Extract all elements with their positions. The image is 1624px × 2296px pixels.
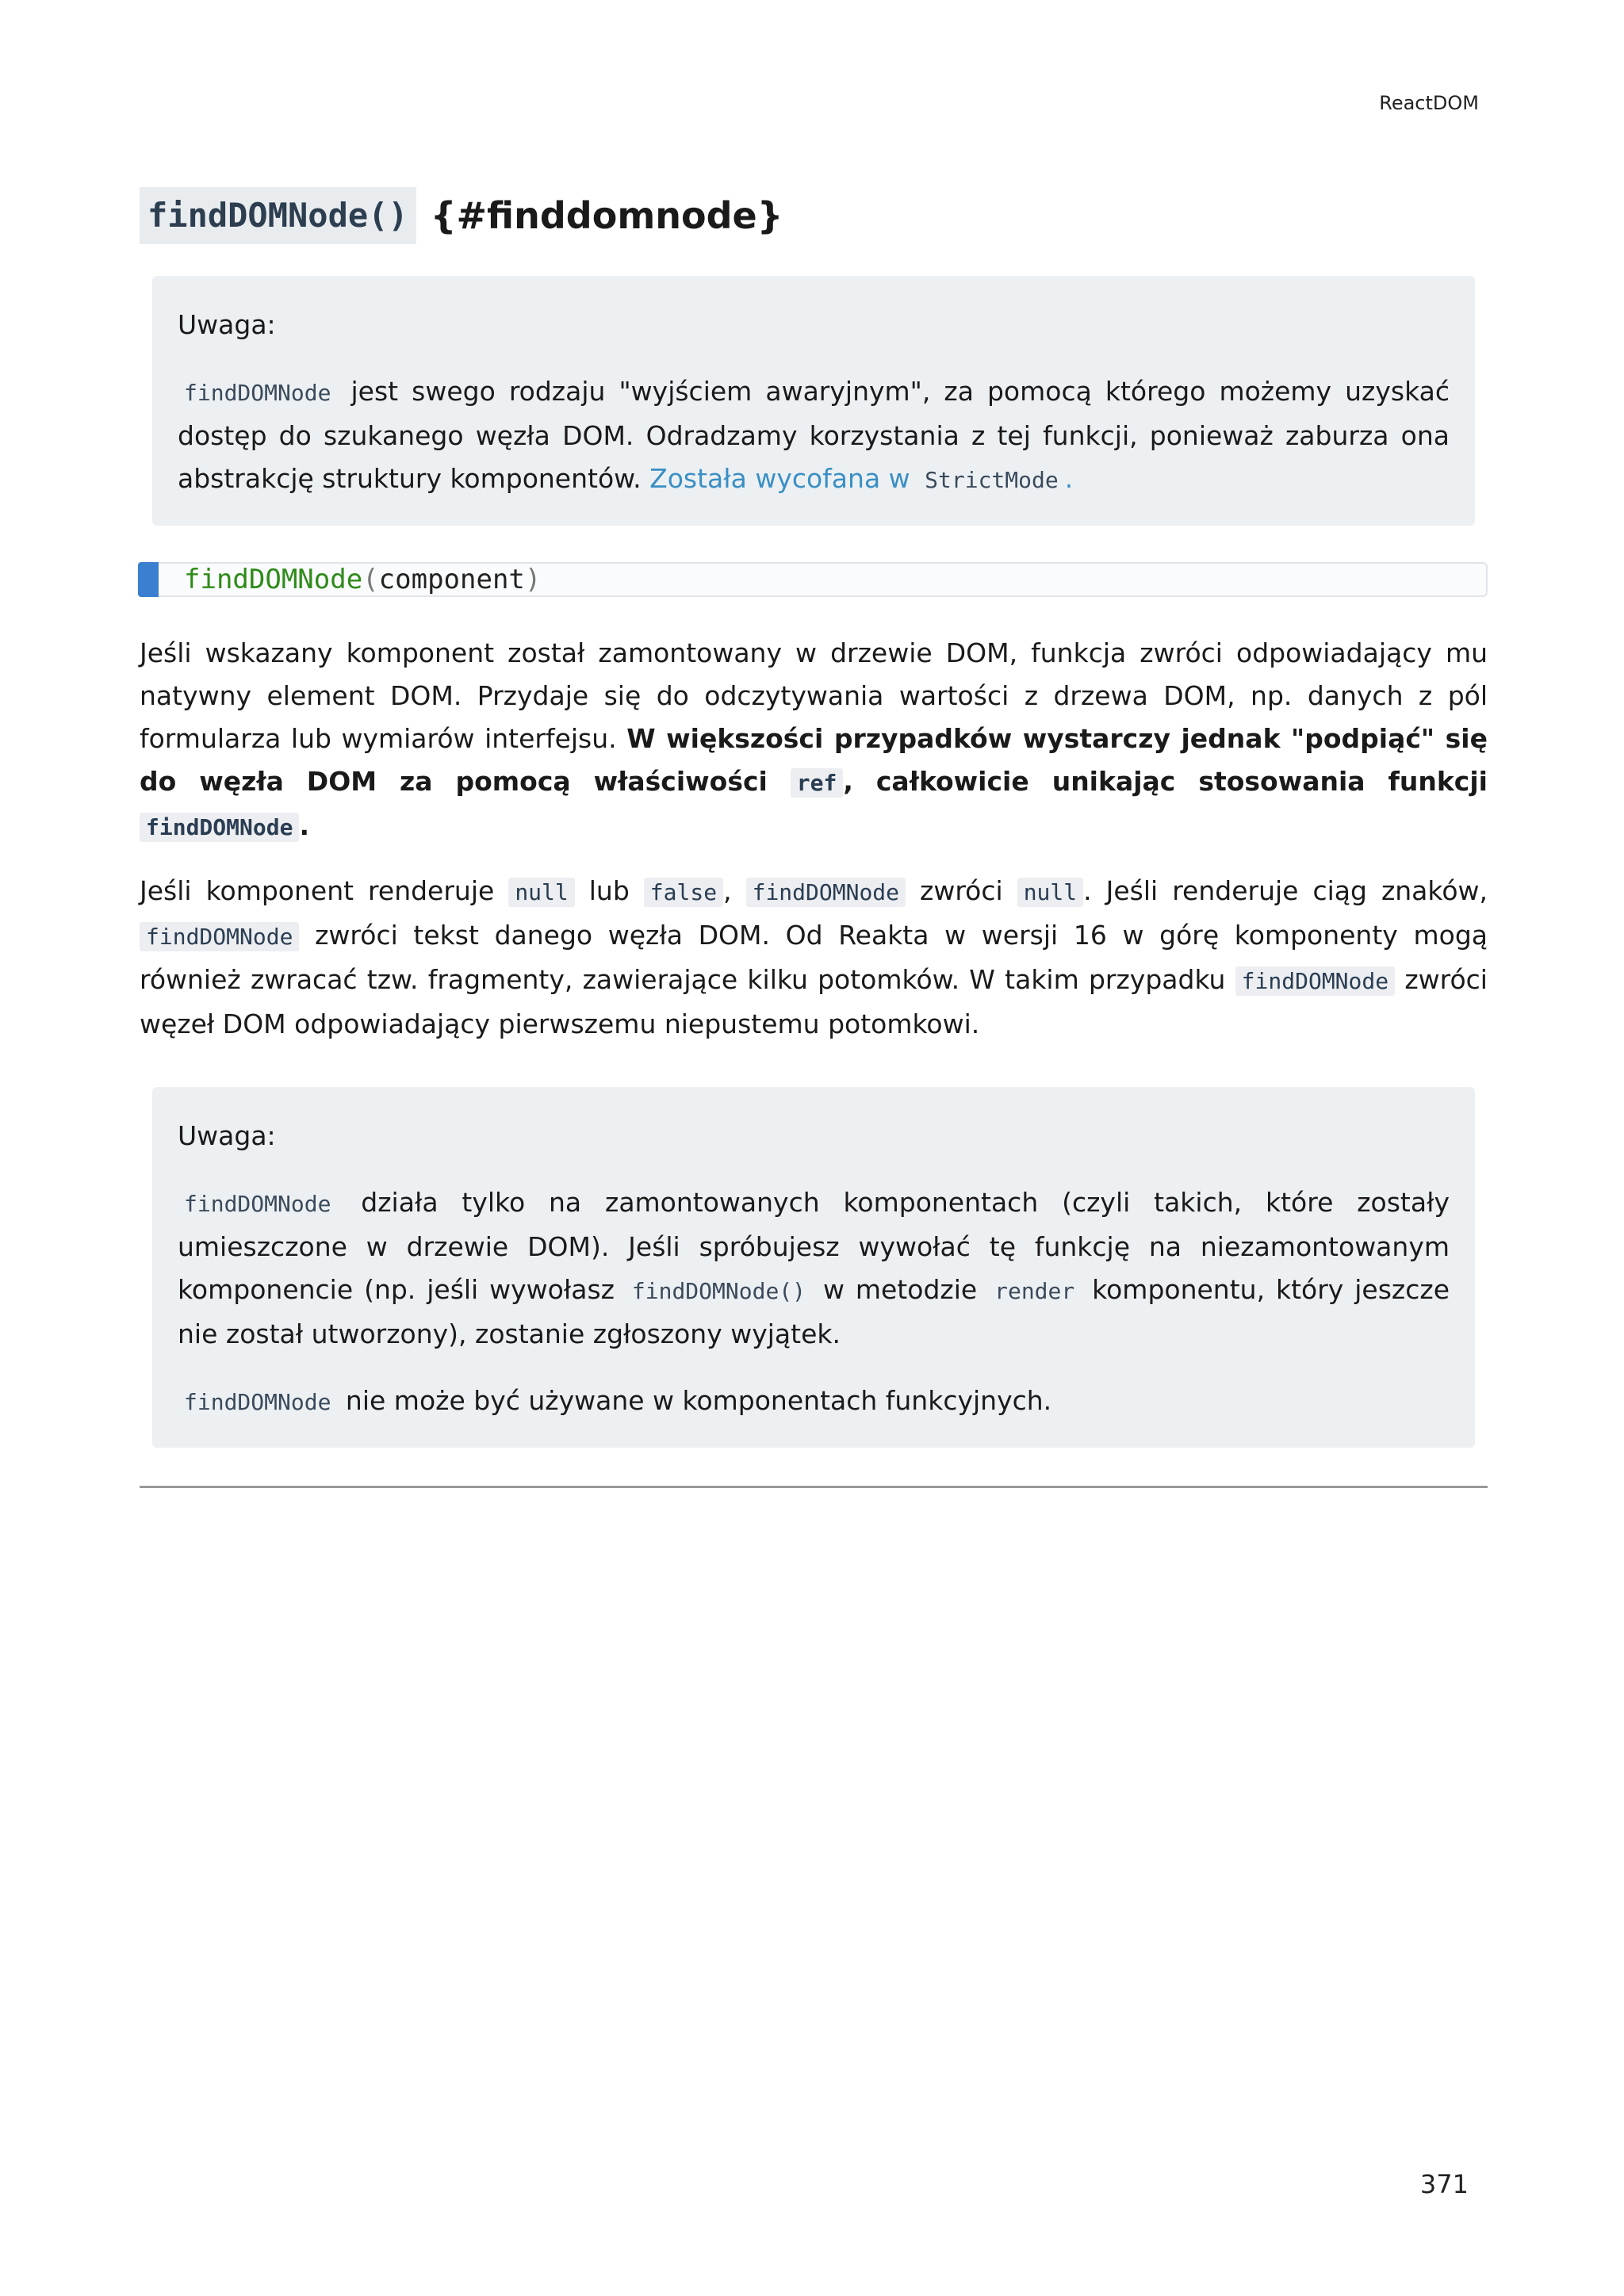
note-title: Uwaga:	[178, 309, 276, 340]
note-box	[152, 276, 1475, 526]
paragraph-text: lub	[574, 875, 644, 906]
paragraph-text: zwróci węzeł DOM odpowiadający pierwszemu niepustemu potomkowi.	[140, 964, 1488, 1039]
page-header: ReactDOM	[1379, 92, 1479, 114]
inline-code: findDOMNode	[184, 380, 331, 406]
paragraph-text: Jeśli wskazany komponent został zamontowany w drzewie DOM, funkcja zwróci odpowiadający mu natywny element DOM. Przydaje się do odczytywania wartości z drzewa DOM, np. danych z pól formularza lub wymiarów interfejsu.	[140, 637, 1488, 754]
link-code: StrictMode	[925, 467, 1059, 493]
code-open-paren: (	[362, 564, 379, 595]
note-text: jest swego rodzaju "wyjściem awaryjnym", za pomocą którego możemy uzyskać dostęp do szukanego węzła DOM. Odradzamy korzystania z tej funkcji, ponieważ zaburza ona abstrakcję struktury komponentów.	[178, 376, 1450, 494]
note-text: działa tylko na zamontowanych komponentach (czyli takich, które zostały umieszczone w drzewie DOM). Jeśli spróbujesz wywołać tę funkcję na niezamontowanym komponencie (np. jeśli wywołasz	[178, 1187, 1450, 1305]
note-box	[152, 1087, 1475, 1448]
note-text: w metodzie	[812, 1274, 989, 1305]
section-title-anchor: {#finddomnode}	[430, 194, 783, 237]
paragraph-text: Jeśli komponent renderuje	[140, 875, 509, 906]
inline-code: findDOMNode	[1235, 966, 1395, 996]
note-title: Uwaga:	[178, 1120, 276, 1151]
paragraph-text: zwróci	[906, 875, 1017, 906]
note-paragraph	[178, 1380, 1450, 1424]
inline-code-finddomnode: findDOMNode	[140, 813, 299, 842]
inline-code: null	[1017, 878, 1083, 907]
bold-text-c: .	[299, 810, 309, 841]
note-text: komponentu, który jeszcze nie został utworzony), zostanie zgłoszony wyjątek.	[178, 1274, 1450, 1349]
code-block	[140, 562, 1488, 597]
code-block-accent-bar	[138, 562, 159, 597]
section-title	[140, 187, 1488, 244]
body-paragraph-2	[140, 870, 1488, 1046]
body-paragraph-1	[140, 632, 1488, 849]
code-line	[184, 564, 541, 595]
paragraph-text: . Jeśli renderuje ciąg znaków,	[1083, 875, 1488, 906]
code-close-paren: )	[524, 564, 542, 595]
inline-code-ref: ref	[791, 768, 844, 798]
bold-text-b: , całkowicie unikając stosowania funkcji	[843, 766, 1488, 797]
inline-code: findDOMNode	[184, 1191, 331, 1217]
inline-code: findDOMNode	[184, 1389, 331, 1415]
section-divider	[140, 1486, 1488, 1488]
inline-code: findDOMNode	[140, 922, 299, 951]
inline-code: findDOMNode()	[631, 1278, 806, 1304]
note-paragraph	[178, 370, 1450, 502]
note-paragraph	[178, 1181, 1450, 1356]
link-tail: .	[1064, 463, 1074, 494]
paragraph-text: ,	[723, 875, 746, 906]
inline-code: false	[644, 878, 723, 907]
note-text: nie może być używane w komponentach funkcyjnych.	[337, 1385, 1052, 1416]
section-title-code: findDOMNode()	[140, 187, 416, 244]
inline-code: null	[508, 878, 574, 907]
code-function-name: findDOMNode	[184, 564, 363, 595]
page-content	[140, 187, 1488, 1488]
strictmode-link[interactable]	[649, 463, 1073, 494]
link-text: Została wycofana w	[649, 463, 919, 494]
code-argument: component	[378, 564, 525, 595]
bold-text-a: W większości przypadków wystarczy jednak "podpiąć" się do węzła DOM za pomocą właściwości	[140, 723, 1488, 797]
paragraph-text: zwróci tekst danego węzła DOM. Od Reakta w wersji 16 w górę komponenty mogą również zwracać tzw. fragmenty, zawierające kilku potomków. W takim przypadku	[140, 920, 1488, 995]
page-number: 371	[1419, 2169, 1469, 2199]
inline-code: render	[994, 1278, 1075, 1304]
inline-code: findDOMNode	[746, 878, 906, 907]
